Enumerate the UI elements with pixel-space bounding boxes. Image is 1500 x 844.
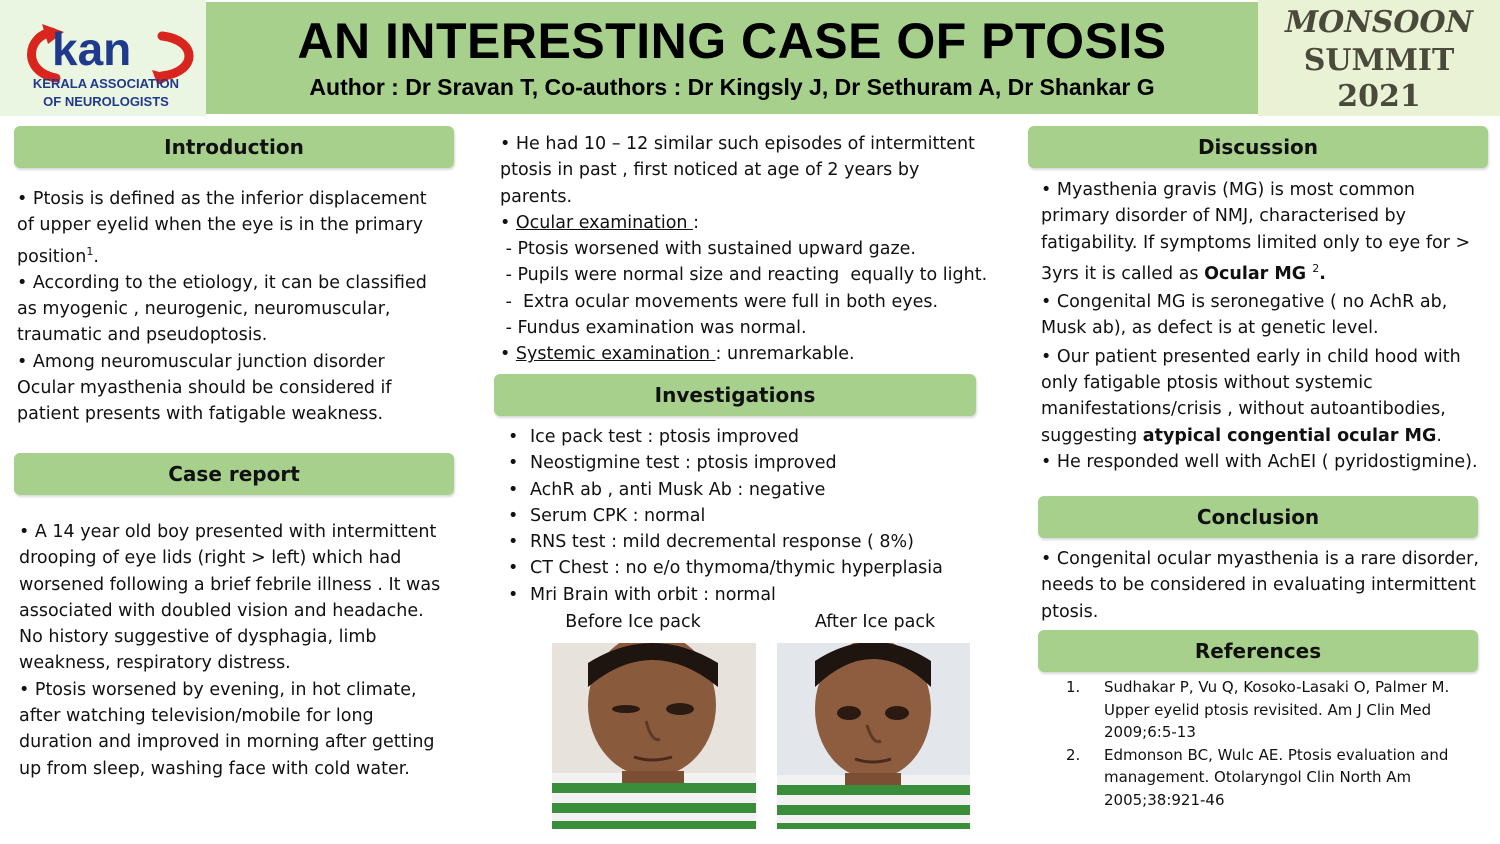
discussion-paragraph-3: • Our patient presented early in child hood with only fatigable ptosis without systemic manifestations/crisis , without autoantibodies, suggesting atypical congential ocular MG. xyxy=(1041,346,1461,446)
discussion-paragraph-4: • He responded well with AchEI ( pyridostigmine). xyxy=(1041,451,1478,472)
episodes-paragraph: • He had 10 – 12 similar such episodes of intermittent ptosis in past , first noticed at age of 2 years by parents. xyxy=(500,134,975,207)
list-item: • Ice pack test : ptosis improved xyxy=(500,424,990,450)
list-item: • AchR ab , anti Musk Ab : negative xyxy=(500,477,990,503)
intro-paragraph-2: • According to the etiology, it can be classified as myogenic , neurogenic, neuromuscular, traumatic and pseudoptosis. xyxy=(17,272,427,346)
case-paragraph-1: • A 14 year old boy presented with intermittent drooping of eye lids (right > left) which had worsened following a brief febrile illness . It was associated with doubled vision and headache. No history suggestive of dysphagia, limb weakness, respiratory distress. xyxy=(19,522,441,674)
list-item: • RNS test : mild decremental response ( 8%) xyxy=(500,529,990,555)
logo-line-2: OF NEUROLOGISTS xyxy=(43,94,169,109)
after-ice-pack-photo xyxy=(777,643,970,829)
intro-paragraph-3: • Among neuromuscular junction disorder Ocular myasthenia should be considered if patient presents with fatigable weakness. xyxy=(17,351,392,425)
intro-paragraph-1: • Ptosis is defined as the inferior displacement of upper eyelid when the eye is in the primary position$^1$. xyxy=(17,189,427,267)
ocular-item-2: - Pupils were normal size and reacting equally to light. xyxy=(500,265,988,286)
systemic-exam: • Systemic examination : unremarkable. xyxy=(500,344,855,365)
list-item: • CT Chest : no e/o thymoma/thymic hyperplasia xyxy=(500,555,990,581)
patient-face-image xyxy=(777,643,970,829)
discussion-body xyxy=(1041,177,1485,475)
case-report-body xyxy=(19,519,447,782)
discussion-paragraph-2: • Congenital MG is seronegative ( no AchR ab, Musk ab), as defect is at genetic level. xyxy=(1041,292,1448,339)
after-ice-pack-caption: After Ice pack xyxy=(814,612,936,632)
ocular-exam-title: • Ocular examination : xyxy=(500,212,699,233)
ocular-item-4: - Fundus examination was normal. xyxy=(500,318,807,339)
event-line-2: SUMMIT xyxy=(1303,43,1455,78)
list-item: 2. Edmonson BC, Wulc AE. Ptosis evaluation and management. Otolaryngol Clin North Am 2005;38:921-46 xyxy=(1066,745,1449,809)
case-report-heading: Case report xyxy=(14,453,454,495)
conclusion-heading: Conclusion xyxy=(1038,496,1478,538)
discussion-heading: Discussion xyxy=(1028,126,1488,168)
ocular-item-1: - Ptosis worsened with sustained upward gaze. xyxy=(500,239,916,260)
logo-line-1: KERALA ASSOCIATION xyxy=(32,76,180,91)
introduction-body xyxy=(17,186,447,428)
poster-authors: Author : Dr Sravan T, Co-authors : Dr Kingsly J, Dr Sethuram A, Dr Shankar G xyxy=(309,74,1155,100)
patient-face-image xyxy=(552,643,756,829)
investigations-heading: Investigations xyxy=(494,374,976,416)
discussion-paragraph-1: • Myasthenia gravis (MG) is most common primary disorder of NMJ, characterised by fatigability. If symptoms limited only to eye for > 3yrs it is called as Ocular MG $^2$. xyxy=(1041,180,1471,284)
before-ice-pack-caption: Before Ice pack xyxy=(565,612,701,632)
before-ice-pack-photo xyxy=(552,643,756,829)
list-item: • Mri Brain with orbit : normal xyxy=(500,582,990,608)
list-item: • Neostigmine test : ptosis improved xyxy=(500,450,990,476)
poster-title: AN INTERESTING CASE OF PTOSIS xyxy=(297,13,1167,69)
investigations-list xyxy=(500,424,990,608)
event-line-1: MONSOON xyxy=(1284,5,1474,40)
list-item: 1. Sudhakar P, Vu Q, Kosoko-Lasaki O, Palmer M. Upper eyelid ptosis revisited. Am J Clin Med 2009;6:5-13 xyxy=(1066,678,1450,741)
references-list xyxy=(1040,676,1460,811)
conclusion-body: • Congenital ocular myasthenia is a rare disorder, needs to be considered in evaluating intermittent ptosis. xyxy=(1041,549,1479,622)
list-item: • Serum CPK : normal xyxy=(500,503,990,529)
introduction-heading: Introduction xyxy=(14,126,454,168)
case-continued xyxy=(500,131,995,368)
ocular-item-3: - Extra ocular movements were full in both eyes. xyxy=(500,291,939,312)
references-heading: References xyxy=(1038,630,1478,672)
logo-mark: kan xyxy=(52,23,132,75)
event-line-3: 2021 xyxy=(1337,79,1421,114)
case-paragraph-2: • Ptosis worsened by evening, in hot climate, after watching television/mobile for long duration and improved in morning after getting up from sleep, washing face with cold water. xyxy=(19,679,435,779)
